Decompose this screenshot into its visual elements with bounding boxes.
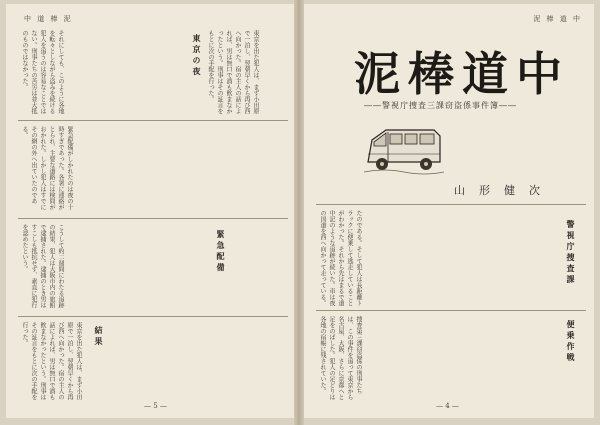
body-text: 東京を出た犯人は、まず小田原で一泊し、翌朝早くから再び西へ向かった。宿の主人の話によれば、男は無口で酒も飲まなかったという。刑事はその証言をもとに次の手配を行った。	[207, 30, 259, 114]
column-left-a	[206, 30, 288, 114]
subhead-kekka: 結果	[94, 326, 104, 348]
left-page	[6, 4, 294, 418]
column-rule	[316, 310, 586, 311]
column-rule	[18, 218, 288, 219]
body-text: それにしても、このように各地を転々としながら盗みを続ける犯人を追うのは容易なことではない。刑事たちの苦労は並大抵のものではなかった。	[21, 30, 64, 114]
column-right-lower	[318, 316, 558, 400]
column-left-a2	[20, 30, 186, 114]
article-subtitle: ――警視庁捜査三課窃盗係事件簿――	[364, 101, 517, 110]
body-text: たのである。そして犯人は長距離トラックに便乗して逃走していることがわかった。それから先はまるで道中記のような追跡が続いた。車は夜の国道を西へ向かって走っている。	[319, 210, 362, 306]
column-left-b	[20, 126, 288, 212]
column-rule	[316, 204, 586, 205]
body-text: 緊急配備がしかれたのは夜の十時すぎであった。各署に連絡がとられ、主要な道路には検問がおかれた。しかし犯人はすでにその網の外へ出ていたのである。	[21, 126, 73, 210]
subhead-tokyo-no-yoru: 東京の夜	[192, 34, 202, 78]
running-head-left: 中 道 棒 泥	[24, 15, 73, 23]
running-head-right: 泥 棒 道 中	[533, 15, 582, 23]
column-left-c	[20, 224, 210, 310]
author-name: 山形健次	[454, 184, 554, 197]
article-title: 泥棒道中	[354, 47, 570, 101]
subhead-kinkyuu-haibi: 緊急配備	[216, 230, 226, 274]
column-rule	[18, 120, 288, 121]
column-left-d	[20, 322, 288, 402]
column-right-upper	[318, 210, 586, 306]
van-illustration-icon	[364, 122, 444, 180]
subhead-bingo: 便乗作戦	[566, 320, 576, 364]
body-text: 捜査第三課窃盗係の刑事たちは、この事件を追って東京から名古屋、大阪、さらに京都へと足をのばした。犯人の足どりは各地の宿帳に残されていた。	[319, 316, 362, 400]
right-page	[304, 4, 594, 418]
body-text: 東京を出た犯人は、まず小田原で一泊し、翌朝早くから再び西へ向かった。宿の主人の話によれば、男は無口で酒も飲まなかったという。刑事はその証言をもとに次の手配を行った。	[21, 322, 82, 400]
body-text: こうして約二週間にわたる追跡の結果、犯人は大阪市内の旅館で逮捕された。逮捕のとき男はすこしも抵抗せず、素直に犯行を認めたという。	[21, 224, 64, 308]
folio-left: — 5 —	[144, 402, 167, 410]
gutter	[294, 0, 304, 425]
subhead-keishi: 警視庁捜査課	[566, 220, 576, 286]
folio-right: — 4 —	[436, 402, 459, 410]
column-rule	[18, 316, 288, 317]
